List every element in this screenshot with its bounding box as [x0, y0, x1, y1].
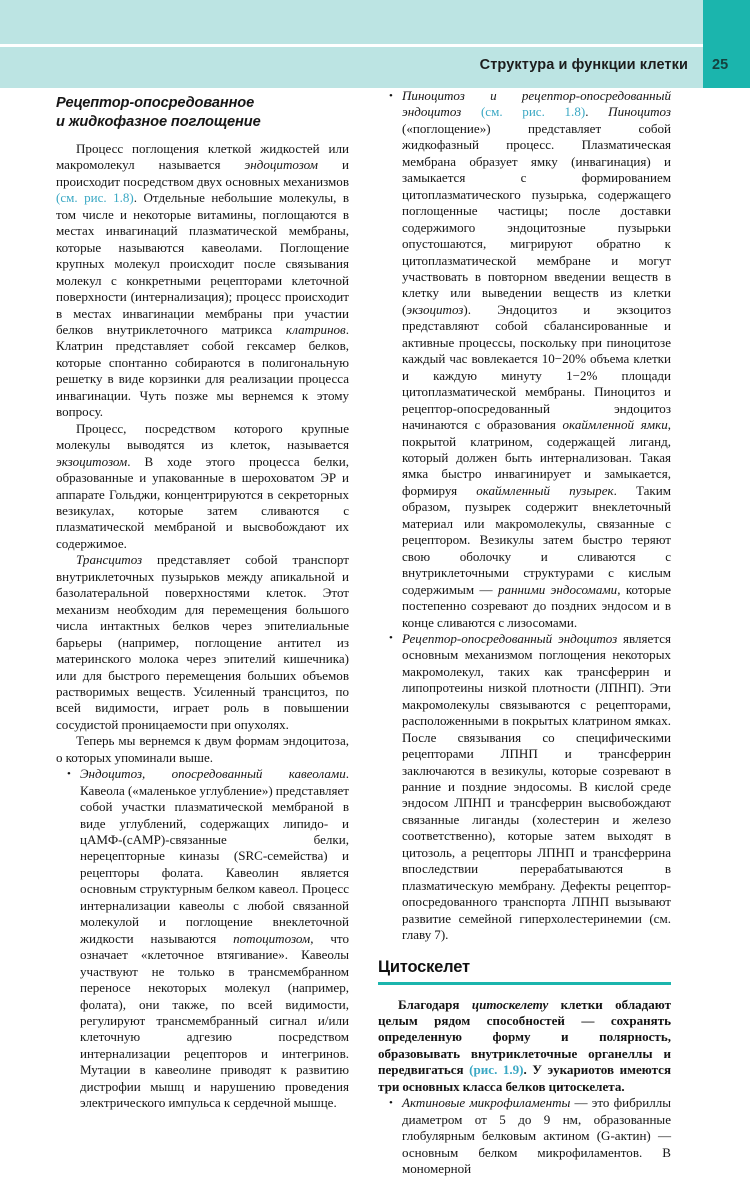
page-body: [0, 88, 750, 1177]
paragraph: Процесс, посредством которого крупные молекулы выводятся из клеток, называется экзоцитозом. В ходе этого процесса белки, образованные и упакованные в шероховатом ЭР и аппарате Гольджи, концентрируются в секреторных везикулах, которые затем сливаются с плазматической мембраной и высвобождают их содержимое.: [56, 420, 349, 551]
paragraph: Трансцитоз представляет собой транспорт внутриклеточных пузырьков между апикальной и базолатеральной поверхностями клеток. Этот механизм необходим для перемещения большого числа интактных белков через эпителиальные барьеры (например, поглощение антител из материнского молока через эпителий кишечника) или для быстрого перемещения больших объемов растворимых веществ. Усиленный трансцитоз, по всей видимости, играет роль в повышении сосудистой проницаемости при опухолях.: [56, 552, 349, 732]
list-item: • Пиноцитоз и рецептор-опосредованный эндоцитоз (см. рис. 1.8). Пиноцитоз («поглощение») представляет собой жидкофазный процесс. Плазматическая мембрана образует ямку (инвагинация) и замыкается с формированием цитоплазматического пузырька, содержащего поглощенные частицы; после доставки содержимого эндоцитозные пузырьки опустошаются, мигрируют обратно к цитоплазматической мембране и могут участвовать в повторном введении веществ в клетку или выведении веществ из клетки (экзоцитоз). Эндоцитоз и экзоцитоз представляют собой сбалансированные и активные процессы, поскольку при пиноцитозе каждый час вовлекается 10−20% объема клетки и каждую минуту 1−2% площади цитоплазматической мембраны. Пиноцитоз и рецептор-опосредованный эндоцитоз начинаются с образования окаймленной ямки, покрытой клатрином, содержащей лиганд, который должен быть интернализован. Такая ямка быстро инвагинирует и замыкается, формируя окаймленный пузырек. Таким образом, пузырек содержит внеклеточный материал или макромолекулы, связанные с рецептором. Везикулы затем быстро теряют свою оболочку и сливаются с внутриклеточными структурами с кислым содержимым — ранними эндосомами, которые постепенно созревают до поздних эндосом и в конце сливаются с лизосомами.: [387, 88, 671, 631]
section-heading-line-1: Рецептор-опосредованное: [56, 95, 255, 111]
section-heading-rule: [378, 982, 671, 985]
paragraph: Теперь мы вернемся к двум формам эндоцитоза, о которых упоминали выше.: [56, 733, 349, 765]
bullet-list: [56, 766, 349, 1112]
running-title: Структура и функции клетки: [479, 57, 688, 73]
section-heading-cytoskeleton: Цитоскелет: [378, 957, 470, 976]
bullet-list: [378, 1095, 671, 1177]
list-item: • Актиновые микрофиламенты — это фибриллы диаметром от 5 до 9 нм, образованные глобулярным белковым актином (G-актин) — основным белком микрофиламентов. В мономерной: [387, 1095, 671, 1177]
page-running-header: [0, 0, 750, 88]
right-column: [378, 88, 671, 1178]
list-item: • Рецептор-опосредованный эндоцитоз является основным механизмом поглощения некоторых макромолекул, таких как трансферрин и липопротеины низкой плотности (ЛПНП). Эти макромолекулы связываются с рецепторами, расположенными в покрытых клатрином ямках. После связывания со специфическими рецепторами ЛПНП и трансферрин заключаются в везикулы, которые созревают в ранние и поздние эндосомы. В кислой среде эндосом ЛПНП и трансферрин высвобождают связанные лиганды (холестерин и железо соответственно), которые затем выходят в цитозоль, а рецепторы ЛПНП и трансферрина впоследствии перерабатываются в плазматическую мембрану. Дефекты рецептор-опосредованного транспорта ЛПНП вызывают развитие семейной гиперхолестеринемии (см. главу 7).: [387, 631, 671, 944]
section-heading-line-2: и жидкофазное поглощение: [56, 114, 261, 130]
paragraph: Процесс поглощения клеткой жидкостей или макромолекул называется эндоцитозом и происходит посредством двух основных механизмов (см. рис. 1.8). Отдельные небольшие молекулы, в том числе и некоторые витамины, поглощаются в местах инвагинаций плазматической мембраны, которые называются кавеолами. Поглощение крупных молекул происходит после связывания молекул с конкретными рецепторами клеточной поверхности (интернализация); процесс происходит в местах инвагинации мембраны при участии белков внутриклеточного матрикса клатринов. Клатрин представляет собой гексамер белков, которые спонтанно собираются в полигональную решетку в виде корзинки для реализации процесса инвагинации. Чуть позже мы вернемся к этому вопросу.: [56, 141, 349, 420]
paragraph: Благодаря цитоскелету клетки обладают целым рядом способностей — сохранять определенную форму и полярность, образовывать внутриклеточные органеллы и передвигаться (рис. 1.9). У эукариотов имеются три основных класса белков цитоскелета.: [378, 996, 671, 1094]
bullet-list: [378, 88, 671, 944]
page-number: 25: [712, 57, 729, 73]
list-item: • Эндоцитоз, опосредованный кавеолами. Кавеола («маленькое углубление») представляет собой участки плазматической мембраной в виде углублений, содержащих липидо- и цАМФ-(cAMP)-связанные белки, нерецепторные киназы (SRC-семейства) и рецепторы фолата. Кавеолин является основным структурным белком кавеол. Процесс интернализации кавеолы с любой связанной молекулой и поглощение внеклеточной жидкости называются потоцитозом, что означает «клеточное втягивание». Кавеолы участвуют не только в трансмембранном переносе некоторых молекул (например, фолата), они также, по всей видимости, регулируют трансмембранный сигнал и/или клеточную адгезию посредством интернализации рецепторов и интегринов. Мутации в кавеолине приводят к развитию дистрофии мышц и нарушению проведения электрического импульса к сердечной мышце.: [65, 766, 349, 1112]
left-column: [56, 88, 349, 1112]
page-number-block: [703, 0, 750, 88]
header-band-upper: [0, 0, 703, 44]
section-heading-receptor-mediated: [56, 94, 349, 132]
